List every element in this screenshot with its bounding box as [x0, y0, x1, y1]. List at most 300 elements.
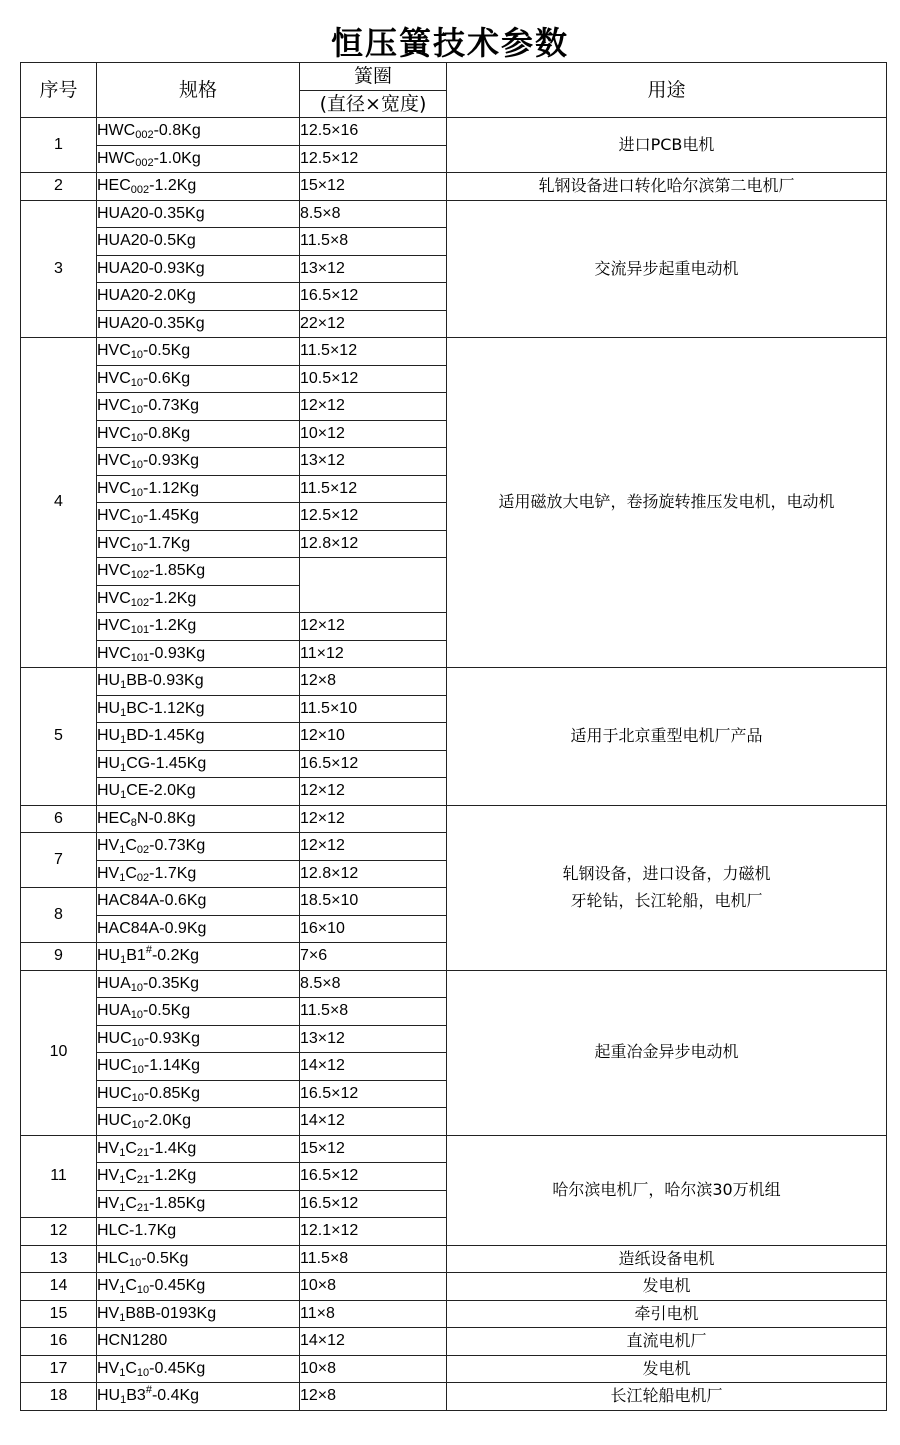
use-cell — [447, 1273, 887, 1301]
spec-text: HVC — [97, 342, 131, 359]
use-cell — [447, 1245, 887, 1273]
spec-table — [20, 62, 887, 1411]
spec-cell — [97, 695, 300, 723]
coil-cell: 11.5×8 — [300, 228, 447, 256]
spec-text: -0.4Kg — [151, 1387, 200, 1404]
spec-text: -0.85Kg — [143, 1084, 200, 1102]
row-number: 12 — [21, 1218, 97, 1246]
spec-text: -0.6Kg — [143, 369, 191, 387]
spec-text: -1.45Kg — [143, 507, 200, 524]
spec-subscript: 02 — [136, 871, 150, 884]
spec-text: -2.0Kg — [143, 1112, 192, 1129]
spec-cell — [97, 668, 300, 696]
row-number: 13 — [21, 1245, 97, 1273]
spec-text: -0.73Kg — [149, 837, 206, 854]
use-text: 适用于北京重型电机厂产品 — [570, 726, 763, 745]
use-text: 长江轮船电机厂 — [610, 1386, 723, 1405]
coil-cell: 18.5×10 — [300, 888, 447, 916]
spec-cell — [97, 915, 300, 943]
coil-cell: 11.5×10 — [300, 695, 447, 723]
spec-text: -0.35Kg — [143, 974, 200, 992]
spec-text: HV — [97, 837, 120, 854]
spec-cell — [97, 503, 300, 531]
coil-cell: 13×12 — [300, 448, 447, 476]
spec-subscript: 10 — [136, 1366, 150, 1379]
spec-subscript: 1 — [119, 1284, 126, 1296]
spec-text: HV — [97, 1139, 120, 1157]
coil-cell: 12×12 — [300, 778, 447, 806]
spec-text: N-0.8Kg — [136, 809, 196, 827]
spec-text: BD-1.45Kg — [126, 727, 205, 744]
coil-cell: 10.5×12 — [300, 365, 447, 393]
spec-text: HLC — [97, 1249, 130, 1267]
table-row — [21, 970, 887, 998]
spec-text: -1.85Kg — [149, 1194, 206, 1212]
spec-text: B1 — [126, 947, 146, 964]
coil-cell: 14×12 — [300, 1108, 447, 1136]
row-number: 6 — [21, 805, 97, 833]
coil-cell: 11.5×8 — [300, 1245, 447, 1273]
spec-text: HCN1280 — [97, 1332, 168, 1349]
spec-text: HU — [97, 782, 121, 799]
spec-cell — [97, 475, 300, 503]
spec-cell — [97, 338, 300, 366]
spec-text: HU — [97, 947, 121, 964]
row-number: 14 — [21, 1273, 97, 1301]
spec-subscript: 1 — [120, 679, 127, 691]
spec-cell — [97, 173, 300, 201]
spec-text: -0.45Kg — [149, 1277, 206, 1294]
spec-text: -1.2Kg — [149, 617, 197, 634]
spec-cell — [97, 255, 300, 283]
spec-text: BC-1.12Kg — [126, 699, 205, 717]
spec-cell — [97, 585, 300, 613]
spec-subscript: 10 — [130, 541, 144, 554]
spec-text: BB-0.93Kg — [126, 672, 204, 689]
spec-text: CG-1.45Kg — [126, 754, 207, 772]
spec-text: HUA20-0.93Kg — [97, 259, 205, 277]
spec-text: -1.2Kg — [149, 589, 197, 607]
spec-text: HUA20-0.35Kg — [97, 314, 205, 332]
spec-cell — [97, 1355, 300, 1383]
spec-text: HUA — [97, 1002, 131, 1019]
row-number: 7 — [21, 833, 97, 888]
use-text: 轧钢设备，进口设备，力磁机 — [562, 864, 771, 883]
coil-cell: 12×8 — [300, 668, 447, 696]
spec-subscript: 101 — [130, 651, 150, 664]
spec-text: HUC — [97, 1057, 132, 1074]
spec-text: HV — [97, 1304, 120, 1322]
use-text: 哈尔滨电机厂，哈尔滨30万机组 — [552, 1179, 781, 1199]
table-row — [21, 1135, 887, 1163]
spec-cell — [97, 833, 300, 861]
spec-text: HVC — [97, 534, 131, 552]
use-cell — [447, 668, 887, 806]
spec-text: -1.12Kg — [143, 479, 200, 497]
spec-text: -0.8Kg — [143, 424, 191, 442]
spec-text: HUA20-0.35Kg — [97, 204, 205, 222]
use-text: 造纸设备电机 — [618, 1248, 715, 1268]
spec-subscript: 101 — [130, 624, 150, 636]
coil-cell: 12.8×12 — [300, 530, 447, 558]
spec-subscript: 1 — [119, 1146, 126, 1159]
spec-cell — [97, 1108, 300, 1136]
coil-cell: 12.8×12 — [300, 860, 447, 888]
use-cell — [447, 1383, 887, 1411]
coil-cell: 11×8 — [300, 1300, 447, 1328]
spec-text: HU — [97, 1387, 121, 1404]
spec-subscript: 10 — [130, 349, 144, 361]
use-cell-shared — [447, 1135, 887, 1245]
coil-cell: 12×10 — [300, 723, 447, 751]
table-row — [21, 118, 887, 146]
row-number: 17 — [21, 1355, 97, 1383]
coil-cell: 22×12 — [300, 310, 447, 338]
coil-cell: 14×12 — [300, 1053, 447, 1081]
use-text: 适用磁放大电铲，卷扬旋转推压发电机，电动机 — [498, 492, 835, 512]
row-number: 16 — [21, 1328, 97, 1356]
coil-cell: 12×12 — [300, 833, 447, 861]
spec-text: -1.4Kg — [149, 1139, 197, 1157]
spec-text: C — [125, 1194, 137, 1212]
spec-cell — [97, 1383, 300, 1411]
coil-cell: 16.5×12 — [300, 1190, 447, 1218]
spec-text: HV — [97, 864, 120, 882]
spec-text: HUC — [97, 1112, 132, 1129]
coil-cell: 13×12 — [300, 255, 447, 283]
spec-text: -1.0Kg — [153, 149, 201, 167]
use-cell — [447, 200, 887, 338]
spec-subscript: 10 — [131, 1036, 144, 1049]
spec-cell — [97, 778, 300, 806]
spec-subscript: 1 — [119, 1201, 126, 1214]
spec-cell — [97, 228, 300, 256]
use-text: 进口PCB电机 — [618, 134, 715, 154]
spec-cell — [97, 448, 300, 476]
spec-subscript: 21 — [136, 1201, 150, 1214]
spec-subscript: 002 — [135, 156, 154, 169]
spec-text: -0.73Kg — [143, 397, 200, 414]
spec-text: -0.5Kg — [143, 342, 191, 359]
spec-cell — [97, 613, 300, 641]
spec-subscript: 1 — [120, 1394, 127, 1406]
table-row — [21, 805, 887, 833]
use-cell — [447, 1355, 887, 1383]
coil-cell: 14×12 — [300, 1328, 447, 1356]
spec-text: HU — [97, 754, 121, 772]
spec-text: -1.7Kg — [143, 534, 191, 552]
use-text: 牙轮钻，长江轮船，电机厂 — [570, 890, 763, 910]
spec-cell — [97, 640, 300, 668]
spec-subscript: 1 — [119, 1174, 126, 1186]
spec-text: C — [125, 1139, 137, 1157]
spec-cell — [97, 118, 300, 146]
spec-text: -0.2Kg — [151, 947, 200, 964]
use-text: 起重冶金异步电动机 — [594, 1042, 739, 1062]
spec-text: HVC — [97, 479, 131, 497]
spec-subscript: 21 — [136, 1146, 150, 1159]
spec-text: HUC — [97, 1084, 132, 1102]
spec-cell — [97, 888, 300, 916]
table-row — [21, 668, 887, 696]
row-number: 4 — [21, 338, 97, 668]
spec-subscript: 1 — [120, 734, 127, 746]
coil-cell: 10×12 — [300, 420, 447, 448]
spec-text: -1.85Kg — [149, 562, 206, 579]
spec-cell — [97, 998, 300, 1026]
spec-subscript: 102 — [130, 596, 150, 609]
spec-text: HVC — [97, 369, 131, 387]
use-text: 轧钢设备进口转化哈尔滨第二电机厂 — [538, 176, 795, 195]
coil-cell: 16.5×12 — [300, 283, 447, 311]
spec-cell — [97, 393, 300, 421]
spec-subscript: 1 — [119, 1366, 126, 1379]
spec-text: HLC-1.7Kg — [97, 1222, 177, 1239]
spec-subscript: 1 — [120, 954, 127, 966]
spec-text: B8B-0193Kg — [125, 1304, 217, 1322]
spec-subscript: 10 — [131, 1091, 144, 1104]
spec-cell — [97, 283, 300, 311]
use-cell — [447, 1328, 887, 1356]
spec-subscript: 10 — [130, 404, 144, 416]
spec-cell — [97, 1080, 300, 1108]
use-text: 直流电机厂 — [626, 1331, 707, 1350]
spec-subscript: 10 — [130, 514, 144, 526]
spec-text: CE-2.0Kg — [126, 782, 196, 799]
spec-cell — [97, 860, 300, 888]
coil-cell: 12.5×12 — [300, 503, 447, 531]
spec-subscript: 1 — [120, 761, 127, 774]
spec-text: HUA20-2.0Kg — [97, 287, 196, 304]
coil-cell: 16.5×12 — [300, 1080, 447, 1108]
spec-text: HVC — [97, 617, 131, 634]
spec-subscript: 1 — [119, 1311, 126, 1324]
spec-text: HEC — [97, 809, 131, 827]
coil-cell — [300, 558, 447, 613]
use-text: 交流异步起重电动机 — [594, 258, 739, 278]
coil-cell: 15×12 — [300, 173, 447, 201]
spec-cell — [97, 1245, 300, 1273]
row-number: 9 — [21, 943, 97, 971]
spec-subscript: 10 — [130, 459, 144, 471]
spec-text: C — [125, 1359, 137, 1377]
row-number: 10 — [21, 970, 97, 1135]
spec-subscript: 1 — [120, 706, 127, 719]
spec-subscript: 1 — [119, 871, 126, 884]
header-row — [21, 63, 887, 91]
header-spec: 规格 — [97, 63, 300, 118]
coil-cell: 11.5×8 — [300, 998, 447, 1026]
coil-cell: 11.5×12 — [300, 338, 447, 366]
table-body — [21, 118, 887, 1411]
spec-cell — [97, 558, 300, 586]
row-number: 3 — [21, 200, 97, 338]
spec-text: HUC — [97, 1029, 132, 1047]
table-row — [21, 1273, 887, 1301]
row-number: 8 — [21, 888, 97, 943]
coil-cell: 15×12 — [300, 1135, 447, 1163]
coil-cell: 12×12 — [300, 613, 447, 641]
spec-text: HVC — [97, 452, 131, 469]
table-row — [21, 338, 887, 366]
coil-cell: 12.1×12 — [300, 1218, 447, 1246]
spec-text: -0.5Kg — [141, 1249, 189, 1267]
spec-text: HWC — [97, 149, 136, 167]
spec-text: -1.14Kg — [143, 1057, 200, 1074]
spec-text: -0.8Kg — [153, 122, 201, 139]
spec-text: C — [125, 837, 137, 854]
spec-superscript: # — [145, 944, 152, 956]
spec-cell — [97, 420, 300, 448]
spec-subscript: 21 — [136, 1174, 150, 1186]
spec-text: HU — [97, 727, 121, 744]
spec-text: HEC — [97, 177, 131, 194]
spec-text: HV — [97, 1194, 120, 1212]
spec-text: HV — [97, 1167, 120, 1184]
spec-subscript: 102 — [130, 569, 150, 581]
spec-subscript: 10 — [131, 1064, 144, 1076]
spec-cell — [97, 365, 300, 393]
row-number: 1 — [21, 118, 97, 173]
header-coil-sub: (直径×宽度) — [300, 90, 447, 118]
spec-text: -1.2Kg — [149, 177, 197, 194]
spec-subscript: 10 — [130, 376, 144, 389]
coil-cell: 10×8 — [300, 1355, 447, 1383]
coil-cell: 16.5×12 — [300, 750, 447, 778]
coil-cell: 7×6 — [300, 943, 447, 971]
spec-subscript: 10 — [136, 1284, 150, 1296]
spec-subscript: 10 — [130, 981, 144, 994]
spec-cell — [97, 1190, 300, 1218]
spec-text: HVC — [97, 507, 131, 524]
coil-cell: 12×12 — [300, 393, 447, 421]
spec-text: C — [125, 1167, 137, 1184]
coil-cell: 8.5×8 — [300, 970, 447, 998]
table-row — [21, 1383, 887, 1411]
spec-text: HAC84A-0.9Kg — [97, 919, 207, 937]
use-cell — [447, 118, 887, 173]
page-title: 恒压簧技术参数 — [330, 24, 569, 62]
spec-cell — [97, 200, 300, 228]
spec-text: HUA — [97, 974, 131, 992]
spec-cell — [97, 970, 300, 998]
table-row — [21, 1355, 887, 1383]
spec-cell — [97, 145, 300, 173]
row-number: 11 — [21, 1135, 97, 1218]
spec-subscript: 8 — [130, 816, 137, 829]
spec-text: HV — [97, 1277, 120, 1294]
spec-cell — [97, 1053, 300, 1081]
use-text: 发电机 — [642, 1358, 691, 1378]
coil-cell: 10×8 — [300, 1273, 447, 1301]
coil-cell: 12.5×16 — [300, 118, 447, 146]
header-no: 序号 — [21, 63, 97, 118]
spec-cell — [97, 805, 300, 833]
header-coil: 簧圈 — [300, 63, 447, 91]
coil-cell: 11×12 — [300, 640, 447, 668]
use-cell — [447, 1300, 887, 1328]
use-cell — [447, 970, 887, 1135]
spec-text: -0.5Kg — [143, 1002, 191, 1019]
use-cell — [447, 173, 887, 201]
spec-subscript: 10 — [129, 1256, 142, 1269]
use-cell — [447, 338, 887, 668]
row-number: 15 — [21, 1300, 97, 1328]
use-text: 牵引电机 — [634, 1303, 699, 1323]
spec-superscript: # — [145, 1384, 152, 1396]
spec-cell — [97, 310, 300, 338]
spec-cell — [97, 1273, 300, 1301]
spec-cell — [97, 1300, 300, 1328]
spec-text: -0.93Kg — [143, 1029, 200, 1047]
table-row — [21, 200, 887, 228]
spec-text: HVC — [97, 424, 131, 442]
coil-cell: 13×12 — [300, 1025, 447, 1053]
table-row — [21, 1300, 887, 1328]
spec-subscript: 1 — [119, 844, 126, 856]
spec-text: HVC — [97, 589, 131, 607]
spec-text: -0.93Kg — [149, 644, 206, 662]
spec-subscript: 1 — [120, 789, 127, 801]
spec-cell — [97, 1218, 300, 1246]
spec-text: C — [125, 1277, 137, 1294]
row-number: 5 — [21, 668, 97, 806]
spec-text: HVC — [97, 562, 131, 579]
spec-text: HVC — [97, 397, 131, 414]
spec-text: HUA20-0.5Kg — [97, 232, 196, 249]
spec-cell — [97, 1135, 300, 1163]
coil-cell: 16.5×12 — [300, 1163, 447, 1191]
spec-text: HVC — [97, 644, 131, 662]
coil-cell: 11.5×12 — [300, 475, 447, 503]
header-use: 用途 — [447, 63, 887, 118]
spec-text: HAC84A-0.6Kg — [97, 892, 207, 909]
spec-subscript: 10 — [130, 486, 144, 499]
spec-text: HV — [97, 1359, 120, 1377]
spec-text: HU — [97, 672, 121, 689]
spec-subscript: 02 — [136, 844, 150, 856]
spec-text: -0.93Kg — [143, 452, 200, 469]
spec-cell — [97, 1328, 300, 1356]
spec-text: C — [125, 864, 137, 882]
spec-subscript: 002 — [135, 129, 154, 141]
spec-text: -0.45Kg — [149, 1359, 206, 1377]
use-cell-shared — [447, 805, 887, 970]
spec-text: HWC — [97, 122, 136, 139]
spec-subscript: 10 — [131, 1119, 144, 1131]
spec-cell — [97, 1025, 300, 1053]
spec-cell — [97, 530, 300, 558]
coil-cell: 12.5×12 — [300, 145, 447, 173]
spec-text: HU — [97, 699, 121, 717]
table-row — [21, 1328, 887, 1356]
spec-subscript: 002 — [130, 184, 150, 196]
spec-text: B3 — [126, 1387, 146, 1404]
spec-cell — [97, 750, 300, 778]
table-row — [21, 173, 887, 201]
row-number: 18 — [21, 1383, 97, 1411]
spec-subscript: 10 — [130, 1009, 144, 1021]
coil-cell: 16×10 — [300, 915, 447, 943]
table-row — [21, 1245, 887, 1273]
spec-subscript: 10 — [130, 431, 144, 444]
coil-cell: 8.5×8 — [300, 200, 447, 228]
spec-text: -1.7Kg — [149, 864, 197, 882]
spec-cell — [97, 723, 300, 751]
coil-cell: 12×12 — [300, 805, 447, 833]
coil-cell: 12×8 — [300, 1383, 447, 1411]
spec-text: -1.2Kg — [149, 1167, 197, 1184]
